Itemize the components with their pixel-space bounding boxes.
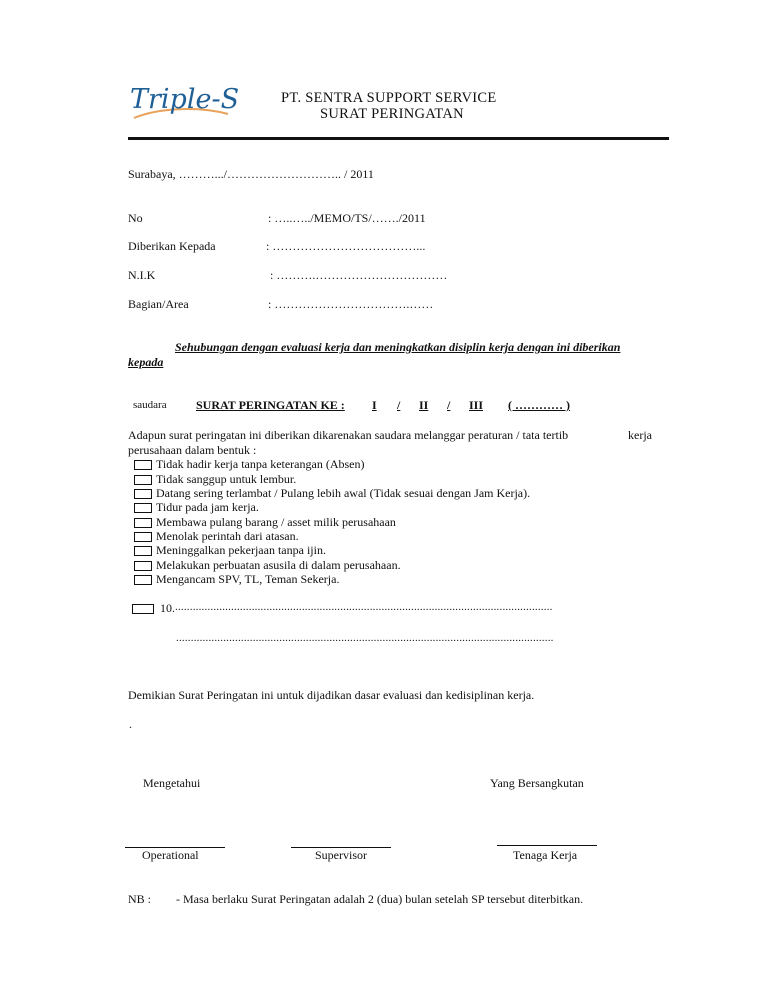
note-text: - Masa berlaku Surat Peringatan adalah 2 (dua) bulan setelah SP tersebut diterbitkan. xyxy=(176,892,584,906)
violation-item-6: Menolak perintah dari atasan. xyxy=(156,529,299,543)
violation-item-2: Tidak sanggup untuk lembur. xyxy=(156,472,297,486)
reason-line-1-end: kerja xyxy=(628,428,652,442)
other-dots-2: ................................................................................................................................ xyxy=(176,632,554,644)
operational-label: Operational xyxy=(142,848,199,862)
sp-option-3: III xyxy=(469,398,484,412)
company-name: PT. SENTRA SUPPORT SERVICE xyxy=(281,90,497,106)
mengetahui-label: Mengetahui xyxy=(143,776,201,790)
checkbox-7[interactable] xyxy=(134,546,152,556)
closing-statement: Demikian Surat Peringatan ini untuk dijadikan dasar evaluasi dan kedisiplinan kerja. xyxy=(128,688,535,702)
violation-item-7: Meninggalkan pekerjaan tanpa ijin. xyxy=(156,543,326,557)
checkbox-6[interactable] xyxy=(134,532,152,542)
checkbox-9[interactable] xyxy=(134,575,152,585)
intro-line-1: Sehubungan dengan evaluasi kerja dan meningkatkan disiplin kerja dengan ini diberikan xyxy=(175,340,621,354)
field-label-diberikan: Diberikan Kepada xyxy=(128,239,216,253)
violation-item-8: Melakukan perbuatan asusila di dalam perusahaan. xyxy=(156,558,401,572)
field-value-bagian: : …………………………….…… xyxy=(268,297,434,311)
violation-item-9: Mengancam SPV, TL, Teman Sekerja. xyxy=(156,572,340,586)
checkbox-5[interactable] xyxy=(134,518,152,528)
checkbox-3[interactable] xyxy=(134,489,152,499)
tenaga-kerja-label: Tenaga Kerja xyxy=(513,848,578,862)
reason-line-2: perusahaan dalam bentuk : xyxy=(128,443,257,457)
other-number: 10. xyxy=(160,601,175,615)
supervisor-label: Supervisor xyxy=(315,848,367,862)
triple-s-logo xyxy=(128,78,263,134)
document-title: SURAT PERINGATAN xyxy=(320,106,464,122)
sp-blank: ( ………… ) xyxy=(508,398,570,412)
other-dots-1: ................................................................................................................................ xyxy=(175,601,553,613)
svg-text:Triple-S: Triple-S xyxy=(130,84,240,115)
checkbox-10[interactable] xyxy=(132,604,154,614)
sp-separator-2: / xyxy=(447,398,451,412)
note-label: NB : xyxy=(128,892,152,906)
field-label-no: No xyxy=(128,211,143,225)
violation-item-4: Tidur pada jam kerja. xyxy=(156,500,259,514)
field-label-bagian: Bagian/Area xyxy=(128,297,189,311)
checkbox-8[interactable] xyxy=(134,561,152,571)
header-rule xyxy=(128,137,669,140)
violation-item-1: Tidak hadir kerja tanpa keterangan (Absen) xyxy=(156,457,365,471)
yang-bersangkutan-label: Yang Bersangkutan xyxy=(490,776,584,790)
city-date-line: Surabaya, ……….../……………………….. / 2011 xyxy=(128,167,374,181)
checkbox-4[interactable] xyxy=(134,503,152,513)
sp-separator-1: / xyxy=(397,398,401,412)
checkbox-1[interactable] xyxy=(134,460,152,470)
checkbox-2[interactable] xyxy=(134,475,152,485)
stray-dot: . xyxy=(129,717,132,731)
field-value-no: : …..…../MEMO/TS/……./2011 xyxy=(268,211,426,225)
field-label-nik: N.I.K xyxy=(128,268,156,282)
violation-item-5: Membawa pulang barang / asset milik perusahaan xyxy=(156,515,396,529)
reason-line-1: Adapun surat peringatan ini diberikan dikarenakan saudara melanggar peraturan / tata tertib xyxy=(128,428,569,442)
field-value-diberikan: : ………………………………... xyxy=(266,239,426,253)
sp-option-2: II xyxy=(419,398,429,412)
signature-line-tenaga-kerja xyxy=(497,845,597,846)
violation-item-3: Datang sering terlambat / Pulang lebih awal (Tidak sesuai dengan Jam Kerja). xyxy=(156,486,531,500)
field-value-nik: : ……….…………………………… xyxy=(270,268,448,282)
sp-option-1: I xyxy=(372,398,377,412)
sp-label: SURAT PERINGATAN KE : xyxy=(196,398,345,412)
intro-line-2: kepada xyxy=(128,355,164,369)
saudara-label: saudara xyxy=(133,399,167,411)
